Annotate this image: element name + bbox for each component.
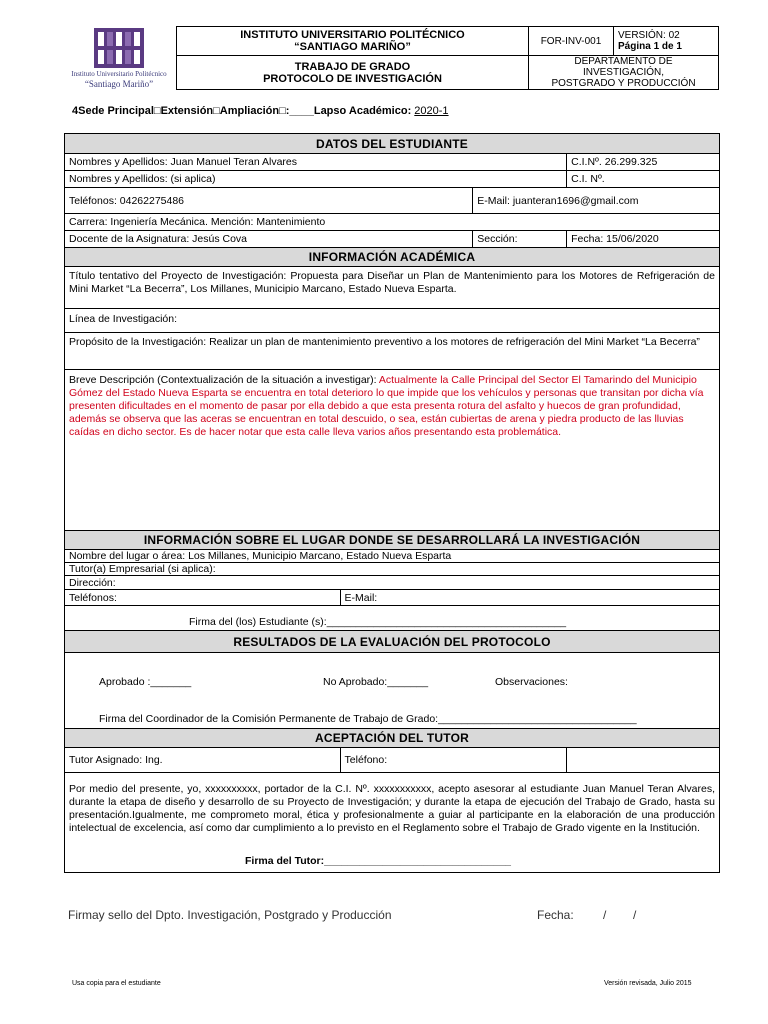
academic-section-title: INFORMACIÓN ACADÉMICA — [65, 248, 720, 267]
evaluation-body — [65, 653, 720, 729]
institute-logo — [94, 28, 144, 68]
student-date: Fecha: 15/06/2020 — [567, 231, 720, 248]
dept-line2: POSTGRADO Y PRODUCCIÓN — [551, 78, 696, 89]
evaluation-section-title: RESULTADOS DE LA EVALUACIÓN DEL PROTOCOLO — [65, 631, 720, 653]
student-teacher: Docente de la Asignatura: Jesús Cova — [65, 231, 473, 248]
footer-date-label: Fecha: — [537, 908, 574, 922]
inst-line2: “SANTIAGO MARIÑO” — [294, 41, 411, 53]
student-phones: Teléfonos: 04262275486 — [65, 188, 473, 214]
tutor-assigned: Tutor Asignado: Ing. — [65, 748, 341, 773]
place-name: Nombre del lugar o área: Los Millanes, Municipio Marcano, Estado Nueva Esparta — [65, 550, 720, 563]
brief-description — [65, 370, 720, 531]
student-ci2: C.I. Nº. — [567, 171, 720, 188]
place-tutor: Tutor(a) Empresarial (si aplica): — [65, 563, 720, 576]
footer-date-slashes: / / — [603, 908, 637, 922]
doc-line1: TRABAJO DE GRADO — [294, 60, 411, 73]
tutor-statement: Por medio del presente, yo, xxxxxxxxxx, portador de la C.I. Nº. xxxxxxxxxxx, acepto asesorar al estudiante Juan Manuel Teran Alvares, durante la etapa de diseño y desarrollo de su Proyecto de Investigación; y durante la etapa de ejecución del Trabajo de Grado, hasta su presentación.Igualmente, me comprometo moral, ética y profesionalmente a guiar al participante en la elaboración de una producción intelectual de excelencia, así como dar cumplimiento a lo previsto en el Reglamento sobre el Trabajo de Grado vigente en la Institución. — [65, 783, 720, 851]
coordinator-signature: Firma del Coordinador de la Comisión Permanente de Trabajo de Grado:__________________________________ — [99, 713, 637, 725]
version: VERSIÓN: 02 — [618, 30, 680, 41]
research-line: Línea de Investigación: — [65, 309, 720, 333]
tutor-phone-value — [567, 748, 720, 773]
version-box — [614, 27, 719, 56]
dept-line1: DEPARTAMENTO DE INVESTIGACIÓN, — [574, 56, 673, 78]
logo-caption-line1: Instituto Universitario Politécnico — [71, 70, 167, 78]
description-text: Actualmente la Calle Principal del Sector El Tamarindo del Municipio Gómez del Estado Nueva Esparta se encuentra en total deterioro lo que impide que los vehículos y personas que transitan por dicha vía presenten dificultades en el momento de pasar por ella debido a que esta presenta rotura del asfalto y huecos de gran profundidad, además se observa que las aceras se encuentran en total descuido, o sea, están cubiertas de arena y piedra producto de las lluvias caídas en dicho sector. Es de hacer notar que esta calle lleva varios años presentando esta problemática. — [69, 374, 704, 438]
student-email: E-Mail: juanteran1696@gmail.com — [473, 188, 720, 214]
project-title: Título tentativo del Proyecto de Investigación: Propuesta para Diseñar un Plan de Mantenimiento para los Motores de Refrigeración de Mini Market “La Becerra”, Los Millanes, Municipio Marcano, Estado Nueva Esparta. — [65, 267, 720, 309]
lapso-value: 2020-1 — [414, 105, 449, 117]
copy-note: Usa copia para el estudiante — [72, 980, 161, 987]
form-code: FOR-INV-001 — [529, 27, 614, 56]
student-career: Carrera: Ingeniería Mecánica. Mención: Mantenimiento — [65, 214, 720, 231]
approved-field: Aprobado :_______ — [99, 676, 192, 688]
inst-line1: INSTITUTO UNIVERSITARIO POLITÉCNICO — [240, 29, 465, 41]
dept-signature: Firmay sello del Dpto. Investigación, Postgrado y Producción — [68, 908, 392, 922]
document-title — [177, 56, 529, 90]
student-name2: Nombres y Apellidos: (si aplica) — [65, 171, 567, 188]
not-approved-field: No Aprobado:_______ — [323, 676, 429, 688]
doc-line2: PROTOCOLO DE INVESTIGACIÓN — [263, 72, 442, 85]
student-section: Sección: — [473, 231, 567, 248]
student-ci1: C.I.Nº. 26.299.325 — [567, 154, 720, 171]
tutor-spacer — [65, 773, 720, 783]
student-name1: Nombres y Apellidos: Juan Manuel Teran Alvares — [65, 154, 567, 171]
institution-name — [177, 27, 529, 56]
sede-line — [72, 105, 449, 117]
header-table — [176, 26, 719, 90]
tutor-phone: Teléfono: — [340, 748, 567, 773]
logo-caption-line2: “Santiago Mariño” — [84, 79, 154, 89]
tutor-section-title: ACEPTACIÓN DEL TUTOR — [65, 729, 720, 748]
research-purpose: Propósito de la Investigación: Realizar un plan de mantenimiento preventivo a los motores de refrigeración del Mini Market “La Becerra” — [65, 333, 720, 370]
description-label: Breve Descripción (Contextualización de la situación a investigar): — [69, 374, 379, 386]
student-signature: Firma del (los) Estudiante (s):_________________________________________ — [65, 606, 720, 631]
place-phones: Teléfonos: — [65, 590, 341, 606]
tutor-signature: Firma del Tutor:________________________________ — [65, 851, 720, 873]
observations-field: Observaciones: — [495, 676, 568, 688]
main-form — [64, 133, 720, 873]
place-email: E-Mail: — [340, 590, 719, 606]
place-section-title: INFORMACIÓN SOBRE EL LUGAR DONDE SE DESARROLLARÁ LA INVESTIGACIÓN — [65, 531, 720, 550]
page-number: Página 1 de 1 — [618, 41, 682, 52]
sede-options: 4Sede Principal□Extensión□Ampliación□:____Lapso Académico: — [72, 105, 415, 117]
header-logo-box — [62, 26, 176, 94]
student-section-title: DATOS DEL ESTUDIANTE — [65, 134, 720, 154]
place-address: Dirección: — [65, 576, 720, 590]
version-note: Versión revisada, Julio 2015 — [604, 980, 692, 987]
department-name — [529, 56, 719, 90]
